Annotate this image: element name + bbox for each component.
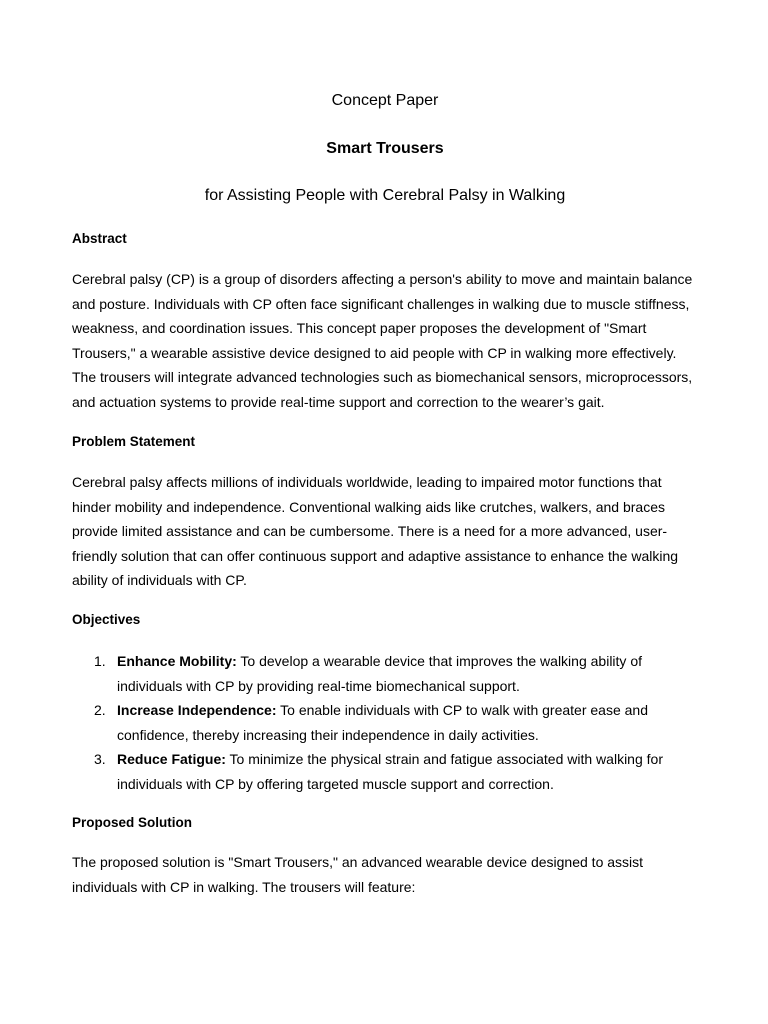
- objective-term: Increase Independence:: [117, 702, 277, 719]
- abstract-heading: Abstract: [72, 231, 127, 246]
- objectives-heading: Objectives: [72, 612, 141, 627]
- problem-statement-heading: Problem Statement: [72, 434, 196, 449]
- objectives-list: [72, 649, 698, 797]
- proposed-solution-heading: Proposed Solution: [72, 815, 192, 830]
- document-type-label: Concept Paper: [331, 92, 439, 109]
- objective-term: Enhance Mobility:: [117, 653, 237, 669]
- objective-term: Reduce Fatigue:: [117, 751, 226, 768]
- objective-text: To enable individuals with CP to walk with greater ease and confidence, thereby increasing their independence in daily activities.: [117, 702, 648, 743]
- abstract-text: Cerebral palsy (CP) is a group of disorders affecting a person's ability to move and maintain balance and posture. Individuals with CP often face significant challenges in walking due to muscle stiffness, weakness, and coordination issues. This concept paper proposes the development of "Smart Trousers," a wearable assistive device designed to aid people with CP in walking more effectively. The trousers will integrate advanced technologies such as biomechanical sensors, microprocessors, and actuation systems to provide real-time support and correction to the wearer’s gait.: [72, 271, 693, 410]
- objective-number: 3.: [94, 751, 106, 768]
- objective-number: 2.: [94, 702, 106, 719]
- objective-item: [72, 747, 698, 796]
- document-title: Smart Trousers: [326, 140, 444, 157]
- objective-item: [72, 649, 698, 698]
- proposed-solution-text: The proposed solution is "Smart Trousers," an advanced wearable device designed to assist individuals with CP in walking. The trousers will feature:: [72, 854, 644, 895]
- document-subtitle: for Assisting People with Cerebral Palsy in Walking: [204, 187, 566, 204]
- objective-item: [72, 698, 698, 747]
- objective-text: To minimize the physical strain and fatigue associated with walking for individuals with CP by offering targeted muscle support and correction.: [117, 751, 663, 792]
- objective-number: 1.: [94, 653, 106, 669]
- problem-statement-text: Cerebral palsy affects millions of individuals worldwide, leading to impaired motor functions that hinder mobility and independence. Conventional walking aids like crutches, walkers, and braces provide limited assistance and can be cumbersome. There is a need for a more advanced, user-friendly solution that can offer continuous support and adaptive assistance to enhance the walking ability of individuals with CP.: [72, 474, 679, 589]
- objective-text: To develop a wearable device that improves the walking ability of individuals with CP by providing real-time biomechanical support.: [117, 653, 642, 694]
